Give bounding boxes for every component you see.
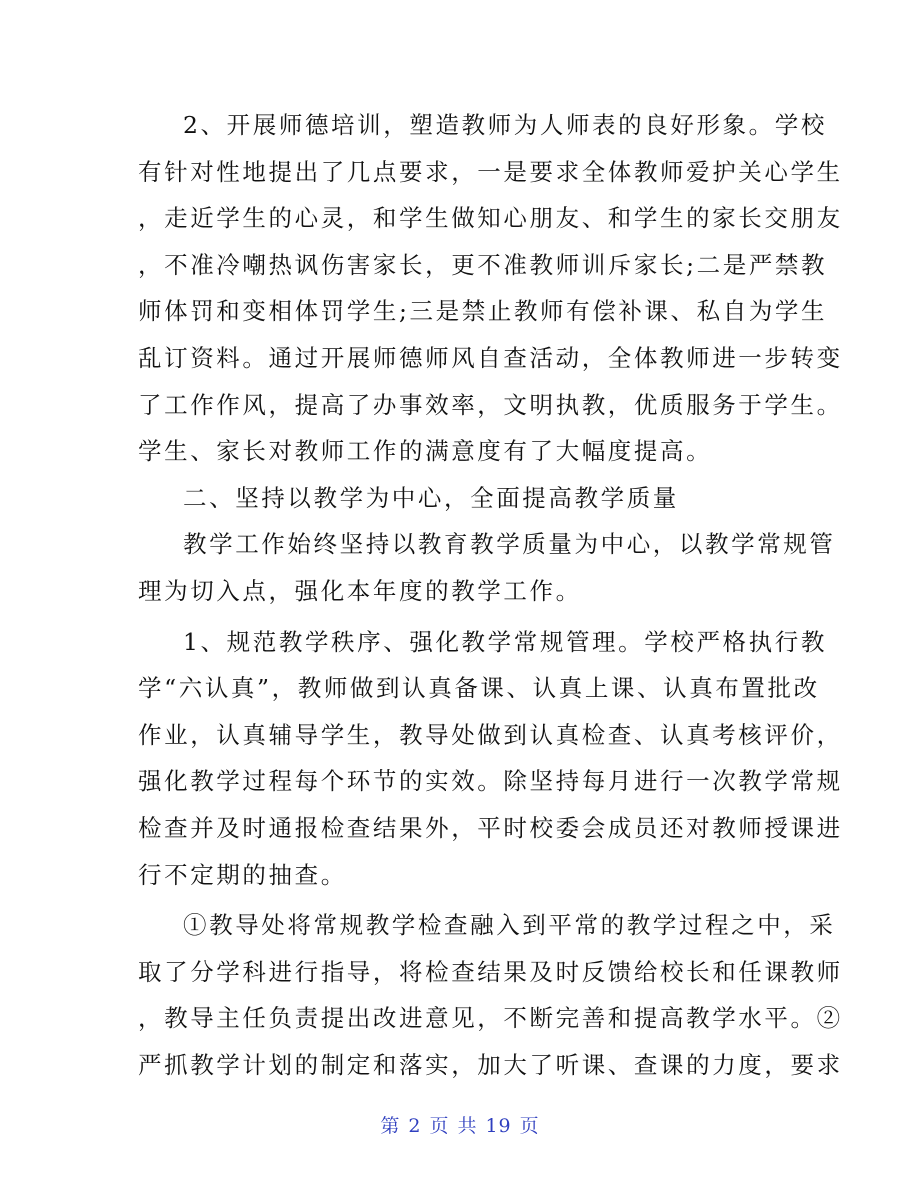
footer-label-page: 第 — [380, 1115, 401, 1137]
paragraph-line: 作业，认真辅导学生，教导处做到认真检查、认真考核评价， — [138, 720, 843, 749]
section-heading: 二、坚持以教学为中心，全面提高教学质量 — [183, 483, 679, 512]
paragraph-line: 1、规范教学秩序、强化教学常规管理。学校严格执行教 — [183, 627, 827, 656]
paragraph-line: 2、开展师德培训，塑造教师为人师表的良好形象。学校 — [183, 111, 827, 139]
page-footer — [0, 1111, 920, 1138]
paragraph-line: 有针对性地提出了几点要求，一是要求全体教师爱护关心学生 — [138, 157, 843, 186]
paragraph-line: 师体罚和变相体罚学生;三是禁止教师有偿补课、私自为学生 — [138, 297, 828, 326]
paragraph-line: 理为切入点，强化本年度的教学工作。 — [138, 576, 582, 605]
document-body — [138, 102, 843, 1088]
paragraph-line: 学生、家长对教师工作的满意度有了大幅度提高。 — [138, 437, 713, 466]
paragraph-line: 强化教学过程每个环节的实效。除坚持每月进行一次教学常规 — [138, 767, 843, 796]
footer-label-total: 共 — [457, 1115, 478, 1137]
paragraph-line: ，教导主任负责提出改进意见，不断完善和提高教学水平。② — [138, 1004, 843, 1033]
paragraph-line: 教学工作始终坚持以教育教学质量为中心，以教学常规管 — [183, 530, 836, 559]
paragraph-line: 取了分学科进行指导，将检查结果及时反馈给校长和任课教师 — [138, 957, 843, 986]
paragraph-line: 学“六认真”，教师做到认真备课、认真上课、认真布置批改 — [138, 674, 820, 703]
footer-label-unit: 页 — [429, 1115, 450, 1137]
paragraph-line: 行不定期的抽查。 — [138, 860, 347, 889]
paragraph-line: 严抓教学计划的制定和落实，加大了听课、查课的力度，要求 — [138, 1050, 843, 1079]
footer-label-unit-end: 页 — [519, 1115, 540, 1137]
paragraph-line: ，不准冷嘲热讽伤害家长，更不准教师训斥家长;二是严禁教 — [138, 250, 828, 279]
current-page-number: 2 — [408, 1115, 422, 1137]
paragraph-line: ，走近学生的心灵，和学生做知心朋友、和学生的家长交朋友 — [138, 204, 843, 233]
total-pages-number: 19 — [485, 1115, 512, 1137]
paragraph-line: ①教导处将常规教学检查融入到平常的教学过程之中，采 — [183, 911, 836, 940]
paragraph-line: 了工作作风，提高了办事效率，文明执教，优质服务于学生。 — [138, 390, 843, 419]
paragraph-line: 检查并及时通报检查结果外，平时校委会成员还对教师授课进 — [138, 813, 843, 842]
paragraph-line: 乱订资料。通过开展师德师风自查活动，全体教师进一步转变 — [138, 343, 843, 372]
